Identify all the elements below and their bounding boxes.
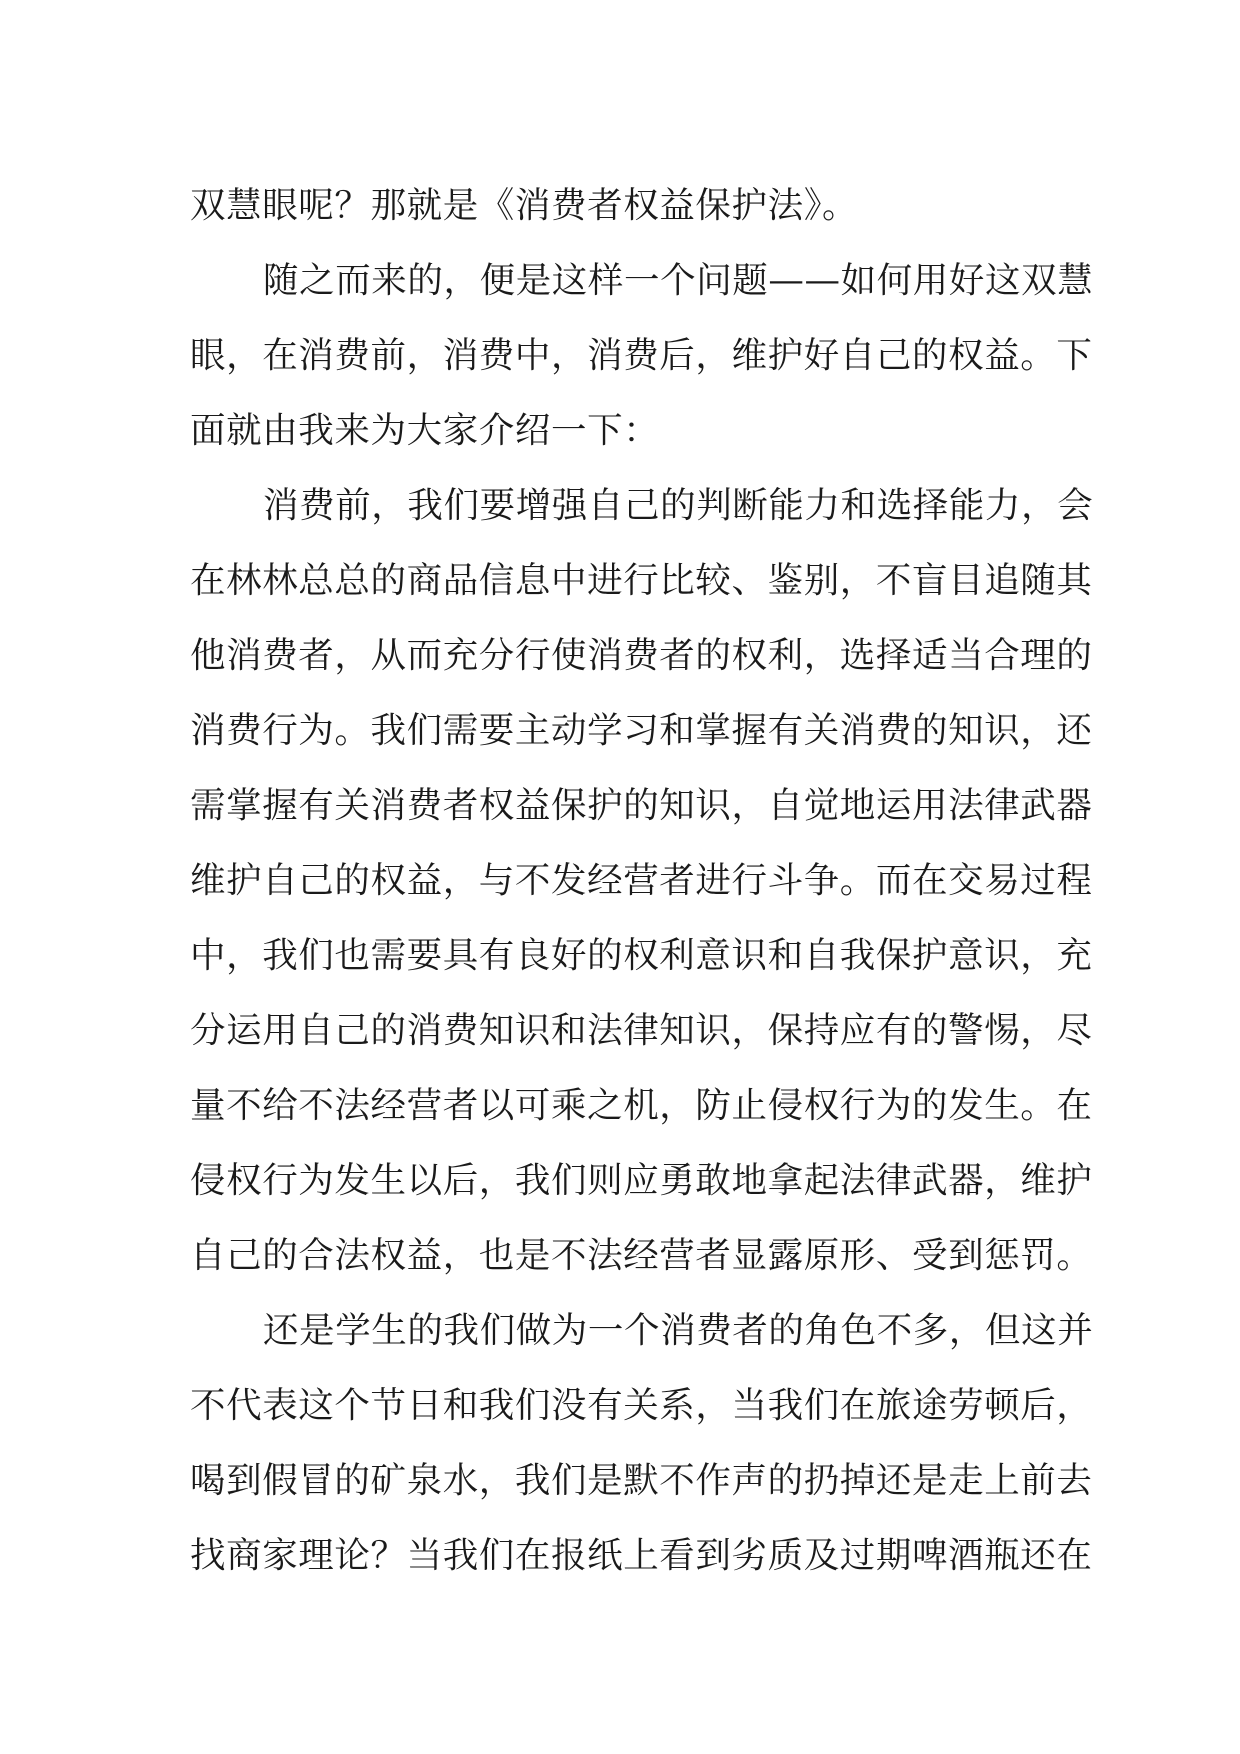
text-line: 分运用自己的消费知识和法律知识，保持应有的警惕，尽 bbox=[190, 1010, 1093, 1051]
text-line: 眼，在消费前，消费中，消费后，维护好自己的权益。下 bbox=[190, 335, 1093, 376]
text-line: 需掌握有关消费者权益保护的知识，自觉地运用法律武器 bbox=[190, 785, 1093, 826]
text-line: 中，我们也需要具有良好的权利意识和自我保护意识，充 bbox=[190, 935, 1093, 976]
text-line: 找商家理论？当我们在报纸上看到劣质及过期啤酒瓶还在 bbox=[190, 1535, 1093, 1576]
paragraph-first-line: 消费前，我们要增强自己的判断能力和选择能力，会 bbox=[263, 485, 1094, 526]
text-line: 不代表这个节日和我们没有关系，当我们在旅途劳顿后， bbox=[190, 1385, 1093, 1426]
text-line: 面就由我来为大家介绍一下： bbox=[190, 410, 660, 451]
paragraph-first-line: 还是学生的我们做为一个消费者的角色不多，但这并 bbox=[263, 1310, 1094, 1351]
body-text bbox=[190, 168, 1094, 1593]
text-line: 侵权行为发生以后，我们则应勇敢地拿起法律武器，维护 bbox=[190, 1160, 1093, 1201]
text-line: 自己的合法权益，也是不法经营者显露原形、受到惩罚。 bbox=[190, 1235, 1093, 1276]
text-line: 喝到假冒的矿泉水，我们是默不作声的扔掉还是走上前去 bbox=[190, 1460, 1093, 1501]
text-line: 他消费者，从而充分行使消费者的权利，选择适当合理的 bbox=[190, 635, 1093, 676]
text-line: 消费行为。我们需要主动学习和掌握有关消费的知识，还 bbox=[190, 710, 1093, 751]
text-line: 维护自己的权益，与不发经营者进行斗争。而在交易过程 bbox=[190, 860, 1093, 901]
paragraph-first-line: 随之而来的，便是这样一个问题——如何用好这双慧 bbox=[263, 260, 1094, 301]
text-line: 量不给不法经营者以可乘之机，防止侵权行为的发生。在 bbox=[190, 1085, 1093, 1126]
text-line: 双慧眼呢？那就是《消费者权益保护法》。 bbox=[190, 185, 859, 226]
text-line: 在林林总总的商品信息中进行比较、鉴别，不盲目追随其 bbox=[190, 560, 1093, 601]
